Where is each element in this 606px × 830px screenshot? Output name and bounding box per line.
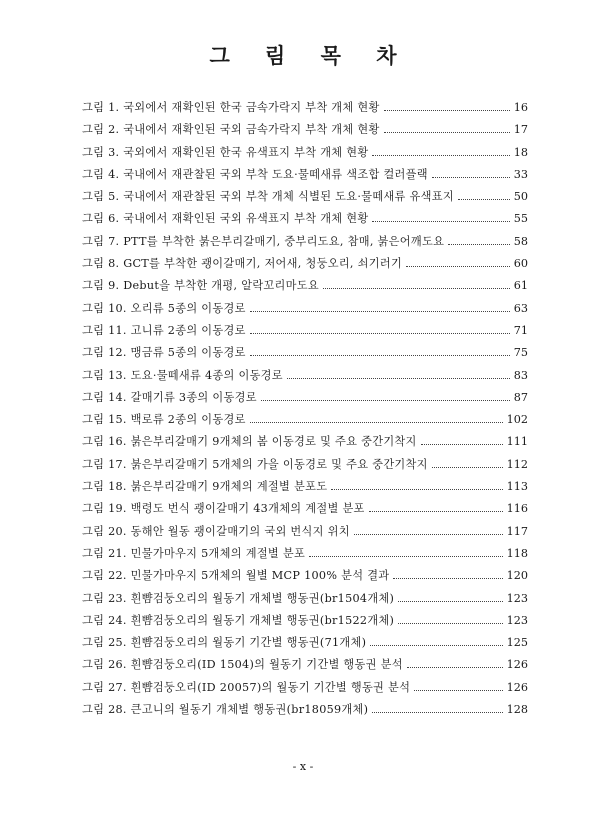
toc-entry[interactable] <box>82 545 528 567</box>
toc-entry-page: 125 <box>506 636 528 650</box>
toc-entry-label: 그림 27. 흰뺨검둥오리(ID 20057)의 월동기 기간별 행동권 분석 <box>82 680 411 694</box>
toc-entry-page: 33 <box>513 167 528 181</box>
page-title: 그 림 목 차 <box>209 43 411 68</box>
toc-entry[interactable] <box>82 701 528 723</box>
dot-leader <box>407 667 503 668</box>
toc-entry-label: 그림 2. 국내에서 재확인된 국외 금속가락지 부착 개체 현황 <box>82 123 380 137</box>
toc-entry-label: 그림 17. 붉은부리갈매기 5개체의 가을 이동경로 및 주요 중간기착지 <box>82 457 428 471</box>
toc-entry[interactable] <box>82 300 528 322</box>
toc-entry-label: 그림 11. 고니류 2종의 이동경로 <box>82 323 246 337</box>
toc-entry-label: 그림 4. 국내에서 재관찰된 국외 부착 도요·물떼새류 색조합 컬러플랙 <box>82 167 428 181</box>
dot-leader <box>309 556 503 557</box>
toc-entry[interactable] <box>82 166 528 188</box>
dot-leader <box>261 400 510 401</box>
dot-leader <box>384 132 510 133</box>
toc-entry[interactable] <box>82 188 528 210</box>
toc-entry-page: 113 <box>506 480 528 494</box>
toc-entry-page: 111 <box>506 435 528 449</box>
dot-leader <box>398 623 502 624</box>
toc-entry-page: 87 <box>513 390 528 404</box>
toc-entry[interactable] <box>82 277 528 299</box>
toc-entry[interactable] <box>82 433 528 455</box>
toc-entry-page: 83 <box>513 368 528 382</box>
toc-entry[interactable] <box>82 255 528 277</box>
toc-entry-page: 128 <box>506 703 528 717</box>
dot-leader <box>384 110 510 111</box>
toc-entry[interactable] <box>82 656 528 678</box>
dot-leader <box>250 422 503 423</box>
toc-entry-label: 그림 25. 흰뺨검둥오리의 월동기 기간별 행동권(71개체) <box>82 636 367 650</box>
toc-entry[interactable] <box>82 144 528 166</box>
dot-leader <box>354 534 503 535</box>
toc-entry-label: 그림 20. 동해안 월동 괭이갈매기의 국외 번식지 위치 <box>82 524 350 538</box>
toc-entry-label: 그림 10. 오리류 5종의 이동경로 <box>82 301 246 315</box>
toc-entry-page: 120 <box>506 569 528 583</box>
toc-entry-label: 그림 26. 흰뺨검둥오리(ID 1504)의 월동기 기간별 행동권 분석 <box>82 658 403 672</box>
dot-leader <box>393 578 502 579</box>
toc-entry-page: 71 <box>513 323 528 337</box>
toc-entry-label: 그림 9. Debut을 부착한 개평, 알락꼬리마도요 <box>82 279 319 293</box>
toc-entry[interactable] <box>82 679 528 701</box>
toc-entry[interactable] <box>82 456 528 478</box>
toc-entry-page: 126 <box>506 680 528 694</box>
dot-leader <box>370 645 502 646</box>
dot-leader <box>448 244 510 245</box>
toc-entry-label: 그림 18. 붉은부리갈매기 9개체의 계절별 분포도 <box>82 480 328 494</box>
dot-leader <box>250 311 510 312</box>
toc-entry[interactable] <box>82 121 528 143</box>
toc-entry-page: 55 <box>513 212 528 226</box>
dot-leader <box>432 467 503 468</box>
toc-entry-page: 75 <box>513 346 528 360</box>
toc-entry[interactable] <box>82 210 528 232</box>
toc-entry-page: 61 <box>513 279 528 293</box>
toc-entry[interactable] <box>82 500 528 522</box>
toc-entry[interactable] <box>82 322 528 344</box>
toc-entry-label: 그림 19. 백령도 번식 괭이갈매기 43개체의 계절별 분포 <box>82 502 365 516</box>
toc-entry[interactable] <box>82 411 528 433</box>
toc-entry-page: 63 <box>513 301 528 315</box>
toc-entry-page: 117 <box>506 524 528 538</box>
toc-entry[interactable] <box>82 567 528 589</box>
toc-entry-label: 그림 24. 흰뺨검둥오리의 월동기 개체별 행동권(br1522개체) <box>82 613 395 627</box>
toc-entry-label: 그림 7. PTT를 부착한 붉은부리갈매기, 중부리도요, 참매, 붉은어깨도요 <box>82 234 445 248</box>
toc-entry-page: 16 <box>513 101 528 114</box>
toc-entry-page: 112 <box>506 457 528 471</box>
toc-entry-label: 그림 22. 민물가마우지 5개체의 월별 MCP 100% 분석 결과 <box>82 569 390 583</box>
toc-entry-page: 126 <box>506 658 528 672</box>
toc-entry-label: 그림 16. 붉은부리갈매기 9개체의 봄 이동경로 및 주요 중간기착지 <box>82 435 417 449</box>
toc-entry[interactable] <box>82 634 528 656</box>
toc-entry[interactable] <box>82 99 528 121</box>
toc-entry-page: 18 <box>513 145 528 159</box>
toc-entry-label: 그림 21. 민물가마우지 5개체의 계절별 분포 <box>82 546 306 560</box>
toc-entry[interactable] <box>82 367 528 389</box>
toc-entry-page: 118 <box>506 546 528 560</box>
toc-entry[interactable] <box>82 612 528 634</box>
toc-entry-label: 그림 15. 백로류 2종의 이동경로 <box>82 413 246 427</box>
toc-entry-label: 그림 5. 국내에서 재관찰된 국외 부착 개체 식별된 도요·물떼새류 유색표지 <box>82 190 454 204</box>
dot-leader <box>372 155 509 156</box>
toc-entry-label: 그림 23. 흰뺨검둥오리의 월동기 개체별 행동권(br1504개체) <box>82 591 395 605</box>
toc-entry-label: 그림 1. 국외에서 재확인된 한국 금속가락지 부착 개체 현황 <box>82 101 380 114</box>
toc-entry-label: 그림 8. GCT를 부착한 괭이갈매기, 저어새, 청둥오리, 쇠기러기 <box>82 257 403 271</box>
dot-leader <box>369 511 503 512</box>
dot-leader <box>458 199 510 200</box>
toc-entry[interactable] <box>82 478 528 500</box>
toc-entry-label: 그림 6. 국내에서 재확인된 국외 유색표지 부착 개체 현황 <box>82 212 369 226</box>
toc-entry-label: 그림 14. 갈매기류 3종의 이동경로 <box>82 390 257 404</box>
dot-leader <box>406 266 510 267</box>
dot-leader <box>372 712 502 713</box>
toc-entry-page: 123 <box>506 591 528 605</box>
dot-leader <box>414 690 502 691</box>
toc-entry-label: 그림 28. 큰고니의 월동기 개체별 행동권(br18059개체) <box>82 703 369 717</box>
toc-entry-label: 그림 13. 도요·물떼새류 4종의 이동경로 <box>82 368 283 382</box>
toc-entry-page: 60 <box>513 257 528 271</box>
toc-entry-label: 그림 12. 맹금류 5종의 이동경로 <box>82 346 246 360</box>
dot-leader <box>331 489 502 490</box>
dot-leader <box>421 444 503 445</box>
toc-entry-page: 116 <box>506 502 528 516</box>
toc-entry-page: 102 <box>506 413 528 427</box>
page-number: - x - <box>292 760 314 773</box>
toc-entry[interactable] <box>82 233 528 255</box>
toc-entry-page: 123 <box>506 613 528 627</box>
figure-list <box>82 99 528 723</box>
toc-entry[interactable] <box>82 523 528 545</box>
dot-leader <box>432 177 510 178</box>
toc-entry-label: 그림 3. 국외에서 재확인된 한국 유색표지 부착 개체 현황 <box>82 145 369 159</box>
toc-entry[interactable] <box>82 344 528 366</box>
dot-leader <box>250 333 510 334</box>
toc-entry[interactable] <box>82 590 528 612</box>
dot-leader <box>323 288 510 289</box>
dot-leader <box>250 355 510 356</box>
toc-entry-page: 58 <box>513 234 528 248</box>
toc-entry[interactable] <box>82 389 528 411</box>
toc-entry-page: 50 <box>513 190 528 204</box>
dot-leader <box>372 221 509 222</box>
toc-entry-page: 17 <box>513 123 528 137</box>
dot-leader <box>398 601 502 602</box>
dot-leader <box>287 378 510 379</box>
